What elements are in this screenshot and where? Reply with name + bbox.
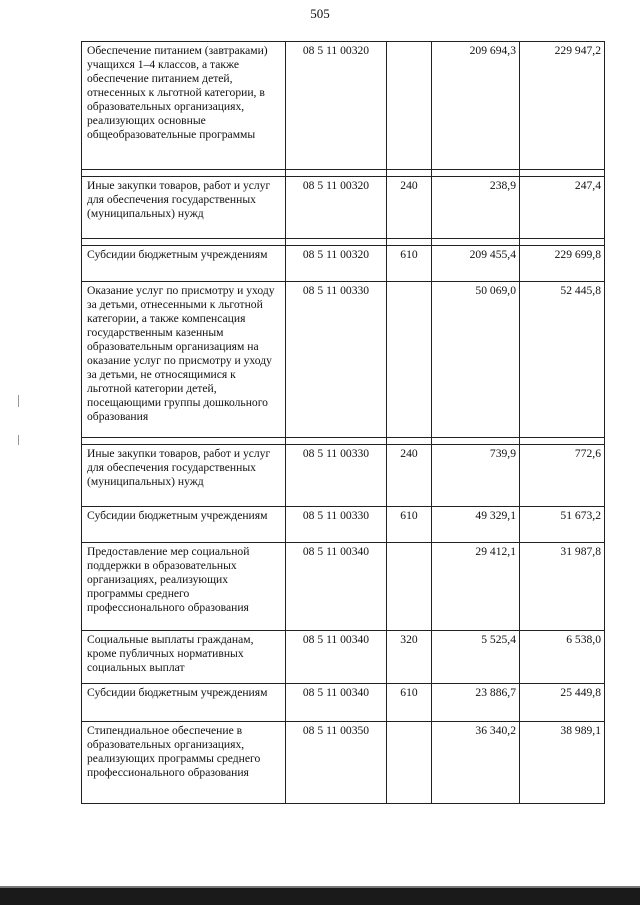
- row-name: Субсидии бюджетным учреждениям: [82, 684, 286, 722]
- table-row: [82, 177, 605, 239]
- page-number: 505: [310, 6, 330, 21]
- row-name: Стипендиальное обеспечение в образовательных организациях, реализующих программы среднего профессионального образования: [82, 722, 286, 804]
- row-year1: 209 455,4: [432, 246, 520, 282]
- row-type: [387, 722, 432, 804]
- scan-edge: [0, 888, 640, 905]
- row-year1: 5 525,4: [432, 631, 520, 684]
- row-code: 08 5 11 00320: [286, 246, 387, 282]
- row-year1: 23 886,7: [432, 684, 520, 722]
- row-year1: 209 694,3: [432, 42, 520, 170]
- row-type: 320: [387, 631, 432, 684]
- row-name: Иные закупки товаров, работ и услуг для обеспечения государственных (муниципальных) нужд: [82, 445, 286, 507]
- table-row: [82, 246, 605, 282]
- row-year1: 238,9: [432, 177, 520, 239]
- row-year2: 25 449,8: [520, 684, 605, 722]
- row-year1: 50 069,0: [432, 282, 520, 438]
- row-year2: 229 699,8: [520, 246, 605, 282]
- row-year1: 36 340,2: [432, 722, 520, 804]
- table-row: [82, 684, 605, 722]
- row-year1: 739,9: [432, 445, 520, 507]
- row-type: [387, 543, 432, 631]
- row-code: 08 5 11 00320: [286, 177, 387, 239]
- row-name: Субсидии бюджетным учреждениям: [82, 507, 286, 543]
- table-row: [82, 507, 605, 543]
- row-year2: 51 673,2: [520, 507, 605, 543]
- row-type: [387, 282, 432, 438]
- table-row: [82, 722, 605, 804]
- row-year2: 38 989,1: [520, 722, 605, 804]
- row-type: 240: [387, 445, 432, 507]
- row-code: 08 5 11 00320: [286, 42, 387, 170]
- row-code: 08 5 11 00340: [286, 543, 387, 631]
- row-name: Иные закупки товаров, работ и услуг для обеспечения государственных (муниципальных) нужд: [82, 177, 286, 239]
- row-year2: 772,6: [520, 445, 605, 507]
- row-code: 08 5 11 00340: [286, 631, 387, 684]
- row-year2: 229 947,2: [520, 42, 605, 170]
- row-gap: [82, 170, 605, 177]
- row-name: Обеспечение питанием (завтраками) учащихся 1–4 классов, а также обеспечение питанием детей, отнесенных к льготной категории, в образовательных организациях, реализующих основные общеобразовательные программы: [82, 42, 286, 170]
- row-type: 610: [387, 246, 432, 282]
- row-gap: [82, 239, 605, 246]
- table-row: [82, 445, 605, 507]
- row-year2: 6 538,0: [520, 631, 605, 684]
- table-row: [82, 42, 605, 170]
- row-year2: 247,4: [520, 177, 605, 239]
- row-name: Субсидии бюджетным учреждениям: [82, 246, 286, 282]
- row-year2: 31 987,8: [520, 543, 605, 631]
- row-code: 08 5 11 00330: [286, 507, 387, 543]
- row-type: 610: [387, 684, 432, 722]
- budget-table: [81, 41, 605, 804]
- row-gap: [82, 438, 605, 445]
- row-year1: 29 412,1: [432, 543, 520, 631]
- table-row: [82, 631, 605, 684]
- scan-mark: [18, 395, 19, 407]
- row-year2: 52 445,8: [520, 282, 605, 438]
- row-code: 08 5 11 00330: [286, 445, 387, 507]
- row-type: 240: [387, 177, 432, 239]
- table-row: [82, 543, 605, 631]
- row-code: 08 5 11 00330: [286, 282, 387, 438]
- table-row: [82, 282, 605, 438]
- row-code: 08 5 11 00340: [286, 684, 387, 722]
- row-code: 08 5 11 00350: [286, 722, 387, 804]
- row-name: Предоставление мер социальной поддержки в образовательных организациях, реализующих программы среднего профессионального образования: [82, 543, 286, 631]
- row-name: Оказание услуг по присмотру и уходу за детьми, отнесенными к льготной категории, а также компенсация государственным казенным образовательным организациям на оказание услуг по присмотру и уходу за детьми, не относящимися к льготной категории детей, посещающими группы дошкольного образования: [82, 282, 286, 438]
- row-type: 610: [387, 507, 432, 543]
- row-year1: 49 329,1: [432, 507, 520, 543]
- row-name: Социальные выплаты гражданам, кроме публичных нормативных социальных выплат: [82, 631, 286, 684]
- scan-mark: [18, 435, 19, 445]
- row-type: [387, 42, 432, 170]
